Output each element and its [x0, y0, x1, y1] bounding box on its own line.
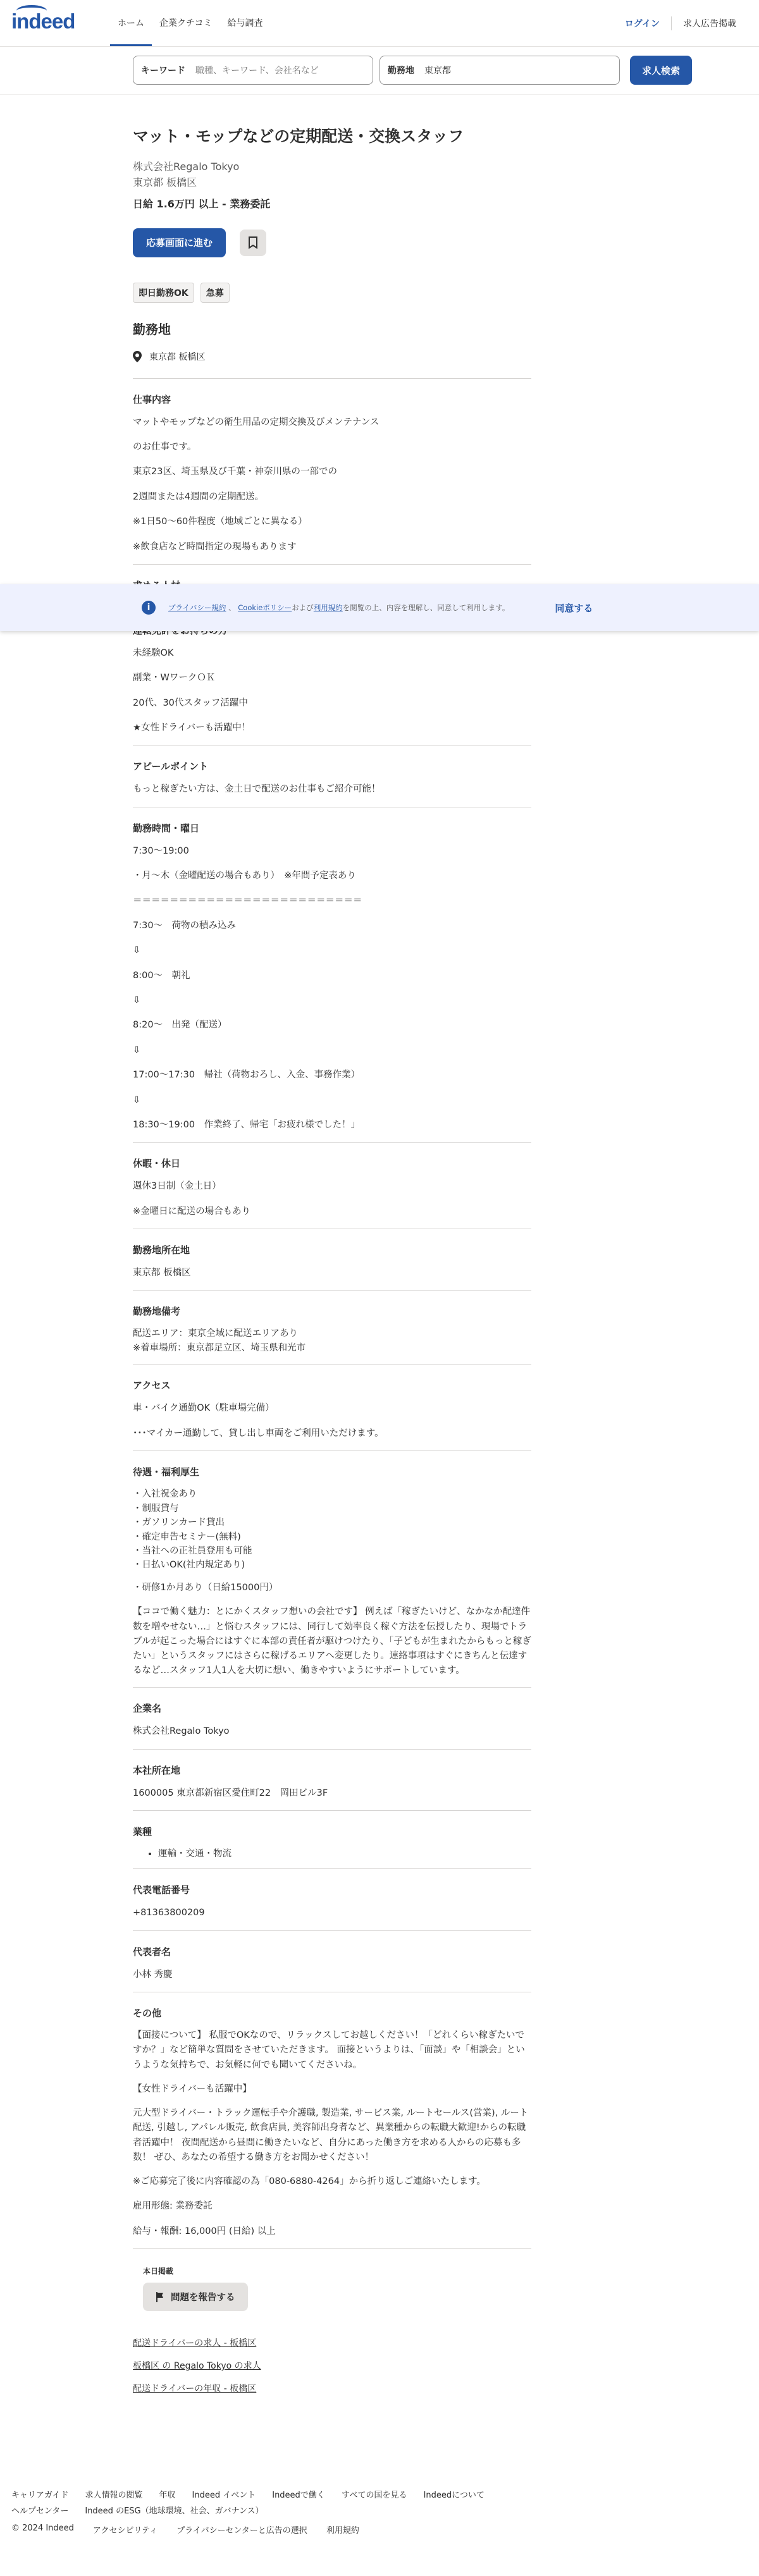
cookie-and: および — [292, 603, 314, 612]
flag-icon — [156, 2292, 164, 2302]
training-text: ・研修1か月あり（日給15000円） — [133, 1582, 278, 1593]
footer-link[interactable]: キャリアガイド — [11, 2491, 69, 2500]
footer-link[interactable]: ヘルプセンター — [11, 2506, 69, 2516]
duties-line: 東京23区、埼玉県及び千葉・神奈川県の一部での — [133, 467, 337, 477]
benefits-list — [133, 1487, 531, 1573]
hours-line: ＝＝＝＝＝＝＝＝＝＝＝＝＝＝＝＝＝＝＝＝＝＝＝＝＝ — [133, 895, 362, 906]
footer-link[interactable]: アクセシビリティ — [92, 2526, 158, 2536]
req-line: 副業・WワークＯＫ — [133, 673, 216, 684]
other-interview: 【面接について】 私服でOKなので、リラックスしてお越しください！「どれくらい稼ぎたいですか？」など簡単な質問をさせていただきます。 面接というよりは、「面談」や「相談会」というような気持ちで、お気軽に何でも聞いてくださいね。 — [133, 2030, 525, 2070]
employment-type: 雇用形態: 業務委託 — [133, 2201, 213, 2212]
divider — [133, 1142, 531, 1143]
divider — [133, 1868, 531, 1869]
work-location — [133, 350, 531, 363]
job-description — [133, 393, 531, 2249]
indeed-logo[interactable]: indeed — [11, 9, 92, 34]
access-line: 車・バイク通勤OK（駐車場完備） — [133, 1403, 275, 1414]
divider — [133, 1687, 531, 1688]
cookie-text: プライバシー規約 、 Cookieポリシーおよび利用規約を閲覧の上、内容を理解し、同意して利用します。 — [168, 603, 510, 612]
hours-line: 17:00～17:30 帰社（荷物おろし、入金、事務作業） — [133, 1070, 361, 1081]
job-detail — [133, 126, 531, 2405]
report-label: 問題を報告する — [171, 2293, 235, 2303]
holiday-heading: 休暇・休日 — [133, 1158, 181, 1170]
divider — [133, 1930, 531, 1931]
placenote-heading: 勤務地備考 — [133, 1306, 181, 1318]
hours-line: ⇩ — [133, 1095, 141, 1105]
employer-link[interactable]: 求人広告掲載 — [683, 18, 736, 29]
appeal-text: もっと稼ぎたい方は、金土日で配送のお仕事もご紹介可能！ — [133, 784, 381, 795]
other-female-heading: 【女性ドライバーも活躍中】 — [133, 2083, 252, 2094]
divider — [133, 1364, 531, 1365]
related-link[interactable]: 配送ドライバーの求人 - 板橋区 — [133, 2338, 257, 2349]
what-placeholder: 職種、キーワード、会社名など — [195, 66, 319, 76]
related-links — [133, 2336, 531, 2395]
company-heading: 企業名 — [133, 1703, 162, 1715]
job-title: マット・モップなどの定期配送・交換スタッフ — [133, 127, 464, 145]
duties-line: 2週間または4週間の定期配送。 — [133, 491, 264, 502]
duties-line: ※1日50～60件程度（地域ごとに異なる） — [133, 517, 307, 527]
req-line: 未経験OK — [133, 647, 174, 658]
nav-home[interactable]: ホーム — [110, 16, 152, 46]
divider — [133, 1810, 531, 1811]
footer-link[interactable]: Indeedについて — [423, 2491, 484, 2500]
site-footer — [11, 2488, 745, 2536]
place-text: 東京都 板橋区 — [133, 1268, 191, 1279]
place-heading: 勤務地所在地 — [133, 1244, 190, 1256]
divider — [133, 2248, 531, 2249]
footer-link[interactable]: 年収 — [159, 2491, 176, 2500]
appeal-heading: アピールポイント — [133, 761, 209, 773]
site-header — [0, 0, 759, 47]
holiday-line: ※金曜日に配送の場合もあり — [133, 1206, 251, 1217]
work-location-heading: 勤務地 — [133, 321, 171, 337]
rep-heading: 代表者名 — [133, 1946, 171, 1958]
industry-list — [133, 1847, 531, 1861]
hours-line: 7:30～ 荷物の積み込み — [133, 920, 237, 931]
hq-text: 1600005 東京都新宿区愛住町22 岡田ビル3F — [133, 1788, 328, 1798]
industry-item: • 運輸・交通・物流 — [158, 1847, 531, 1861]
related-link[interactable]: 配送ドライバーの年収 - 板橋区 — [133, 2384, 257, 2395]
what-input[interactable] — [133, 56, 373, 85]
duties-line: のお仕事です。 — [133, 442, 197, 453]
footer-link[interactable]: Indeedで働く — [272, 2491, 325, 2500]
access-heading: アクセス — [133, 1380, 171, 1392]
req-line: ★女性ドライバーも活躍中！ — [133, 723, 251, 733]
footer-link[interactable]: プライバシーセンターと広告の選択 — [176, 2526, 307, 2536]
hours-heading: 勤務時間・曜日 — [133, 822, 200, 834]
apply-button[interactable]: 応募画面に進む — [133, 228, 226, 257]
placenote-line: ※着車場所：東京都足立区、埼玉県和光市 — [133, 1342, 306, 1353]
phone-text: +81363800209 — [133, 1908, 205, 1918]
hours-line: 7:30～19:00 — [133, 845, 189, 856]
duties-heading: 仕事内容 — [133, 393, 171, 405]
holiday-line: 週休3日制（金土日） — [133, 1181, 221, 1192]
pay-text: 給与・報酬: 16,000円 (日給) 以上 — [133, 2226, 276, 2236]
benefit-item: ・ガソリンカード貸出 — [133, 1518, 225, 1528]
hours-line: ⇩ — [133, 1045, 141, 1055]
divider — [133, 1290, 531, 1291]
nav-salaries[interactable]: 給与調査 — [227, 18, 263, 28]
hours-line: ⇩ — [133, 945, 141, 956]
where-input[interactable] — [379, 56, 620, 85]
duties-line: ※飲食店など時間指定の現場もあります — [133, 541, 297, 552]
copyright: © 2024 Indeed — [11, 2524, 74, 2533]
footer-link[interactable]: すべての国を見る — [341, 2491, 407, 2500]
where-value: 東京都 — [424, 66, 451, 76]
other-contact: ※ご応募完了後に内容確認の為「080-6880-4264」から折り返しご連絡いたします。 — [133, 2176, 486, 2187]
save-job-button[interactable] — [240, 230, 266, 256]
footer-link[interactable]: Indeed のESG（地球環境、社会、ガバナンス） — [85, 2506, 264, 2516]
tag-immediate: 即日勤務OK — [133, 283, 194, 303]
industry-heading: 業種 — [133, 1826, 152, 1837]
divider — [133, 564, 531, 565]
login-link[interactable]: ログイン — [624, 18, 660, 29]
location-pin-icon — [133, 351, 142, 362]
what-label: キーワード — [141, 66, 185, 76]
related-link[interactable]: 板橋区 の Regalo Tokyo の求人 — [133, 2361, 261, 2372]
req-line: 20代、30代スタッフ活躍中 — [133, 697, 248, 708]
job-location: 東京都 板橋区 — [133, 176, 197, 189]
main-nav — [110, 0, 270, 46]
hours-line: 8:00～ 朝礼 — [133, 970, 190, 981]
cookie-rest: を閲覧の上、内容を理解し、同意して利用します。 — [342, 603, 510, 612]
nav-company-reviews[interactable]: 企業クチコミ — [159, 18, 213, 28]
other-female-text: 元大型ドライバー・トラック運転手や介護職, 製造業, サービス業, ルートセールス(営業), ルート配送, 引越し, アパレル販売, 飲食店員, 美容師出身者など、異業種からの転職大歓迎!からの転職者活躍中！ 夜間配送から昼間に働きたいなど、自分にあった働き方を求める人からの応募も多数！ ぜひ、あなたの希望する働き方をお聞かせください！ — [133, 2108, 529, 2162]
hq-heading: 本社所在地 — [133, 1764, 181, 1776]
benefit-item: ・当社への正社員登用も可能 — [133, 1546, 252, 1556]
company-text: 株式会社Regalo Tokyo — [133, 1726, 230, 1737]
work-location-text: 東京都 板橋区 — [149, 352, 206, 362]
hours-line: ・月～木（金曜配送の場合もあり） ※年間予定表あり — [133, 871, 356, 881]
divider — [133, 1749, 531, 1750]
job-salary: 日給 1.6万円 以上 - 業務委託 — [133, 197, 271, 210]
footer-link[interactable]: 利用規約 — [326, 2526, 359, 2536]
benefits-heading: 待遇・福利厚生 — [133, 1466, 200, 1478]
info-icon: i — [142, 601, 156, 615]
posted-date: 本日掲載 — [143, 2267, 174, 2276]
footer-link[interactable]: 求人情報の閲覧 — [85, 2491, 143, 2500]
benefit-item: ・制服貸与 — [133, 1503, 179, 1514]
agree-button[interactable]: 同意する — [555, 602, 593, 614]
hours-line: 8:20～ 出発（配送） — [133, 1020, 227, 1031]
terms-link[interactable]: 利用規約 — [313, 603, 343, 612]
search-bar — [0, 47, 759, 95]
hours-line: 18:30～19:00 作業終了、帰宅「お疲れ様でした！」 — [133, 1119, 361, 1130]
divider — [133, 378, 531, 379]
cookie-banner — [0, 584, 759, 631]
cookie-policy-link[interactable]: Cookieポリシー — [238, 603, 292, 612]
benefit-item: ・確定申告セミナー(無料) — [133, 1531, 241, 1542]
where-label: 勤務地 — [388, 66, 414, 76]
phone-heading: 代表電話番号 — [133, 1884, 190, 1896]
duties-line: マットやモップなどの衛生用品の定期交換及びメンテナンス — [133, 417, 379, 427]
search-button[interactable]: 求人検索 — [630, 56, 692, 85]
company-name[interactable]: 株式会社Regalo Tokyo — [133, 160, 240, 173]
footer-link[interactable]: Indeed イベント — [192, 2491, 256, 2500]
placenote-line: 配送エリア：東京全域に配送エリアあり — [133, 1328, 298, 1339]
privacy-link[interactable]: プライバシー規約 — [168, 603, 226, 612]
benefit-item: ・入社祝金あり — [133, 1489, 197, 1500]
charm-text: 【ココで働く魅力：とにかくスタッフ想いの会社です】 例えば「稼ぎたいけど、なかなか配達件数を増やせない…」と悩むスタッフには、同行して効率良く稼ぐ方法を伝授したり、現場でトラブルが起こった場合にはすぐに本部の責任者が駆けつけたり、「子どもが生まれたからもっと稼ぎたい」というスタッフにはさらに稼げるエリアへ変更したり。連絡事項はすぐにきちんと伝達するなど…スタッフ1人1人を大切に想い、働きやすいようにサポートしています。 — [133, 1607, 531, 1676]
report-button[interactable] — [143, 2283, 248, 2311]
tag-urgent: 急募 — [201, 283, 230, 303]
access-line: ･･･マイカー通勤して、貸し出し車両をご利用いただけます。 — [133, 1428, 384, 1438]
other-heading: その他 — [133, 2008, 162, 2020]
rep-text: 小林 秀慶 — [133, 1969, 173, 1980]
benefit-item: ・日払いOK(社内規定あり) — [133, 1560, 245, 1571]
hours-line: ⇩ — [133, 995, 141, 1006]
bookmark-icon — [248, 236, 258, 249]
